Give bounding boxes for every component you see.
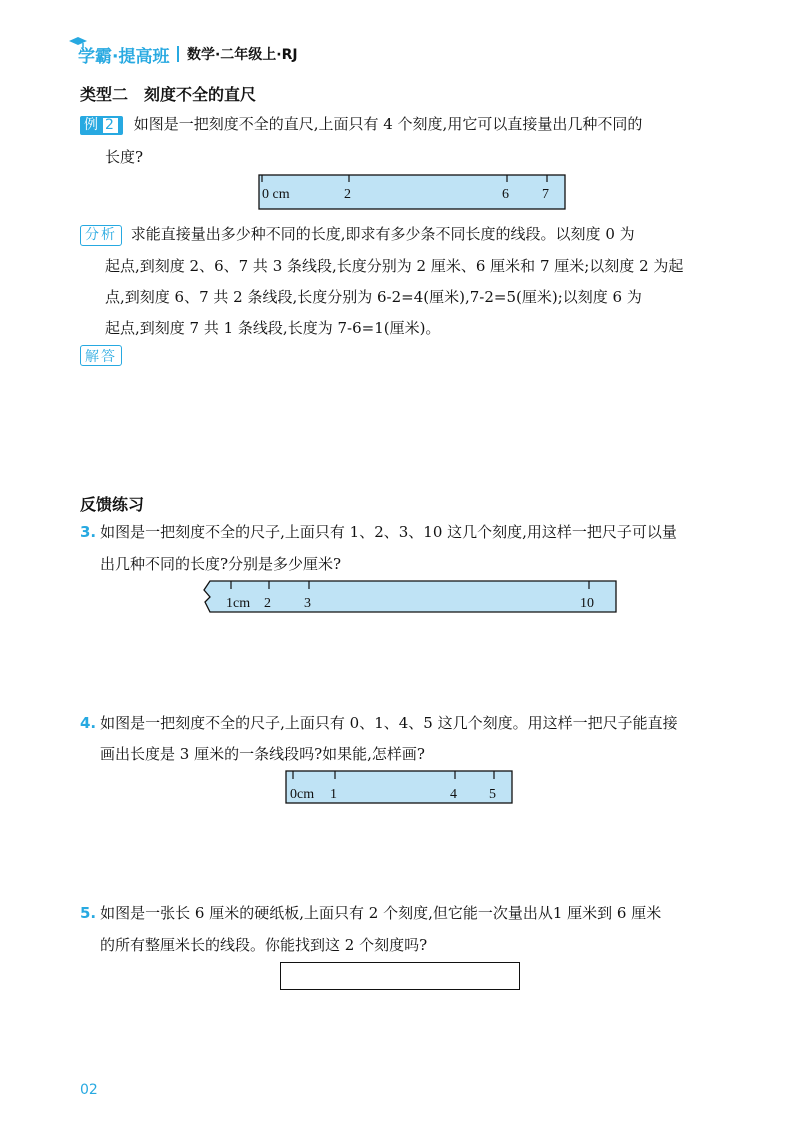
analysis-line: 起点,到刻度 2、6、7 共 3 条线段,长度分别为 2 厘米、6 厘米和 7 厘米;以刻度 2 为起 <box>105 257 684 275</box>
brand-logo <box>78 42 169 67</box>
feedback-title: 反馈练习 <box>80 495 145 514</box>
q5-text: 如图是一张长 6 厘米的硬纸板,上面只有 2 个刻度,但它能一次量出从1 厘米到 6 厘米 <box>100 904 662 922</box>
ruler-label: 5 <box>489 787 496 802</box>
analysis-line: 点,到刻度 6、7 共 2 条线段,长度分别为 6-2=4(厘米),7-2=5(厘米);以刻度 6 为 <box>105 288 642 306</box>
ruler-label: 4 <box>450 787 457 802</box>
ruler-label: 2 <box>264 596 271 611</box>
ruler-label: 1cm <box>226 596 251 611</box>
ruler-label: 10 <box>580 596 594 611</box>
page-number: 02 <box>80 1082 98 1098</box>
q5-number: 5. <box>80 904 97 922</box>
q4-text: 如图是一把刻度不全的尺子,上面只有 0、1、4、5 这几个刻度。用这样一把尺子能直接 <box>100 714 678 732</box>
page-header <box>78 42 298 66</box>
example-question <box>80 108 740 141</box>
q3-line1 <box>80 516 677 549</box>
example-question-line2: 长度? <box>105 148 144 166</box>
q5-line2: 的所有整厘米长的线段。你能找到这 2 个刻度吗? <box>100 936 428 954</box>
q4-line1 <box>80 707 678 740</box>
ruler-label: 7 <box>542 187 549 202</box>
q4-number: 4. <box>80 714 97 732</box>
q3-number: 3. <box>80 523 97 541</box>
ruler-label: 1 <box>330 787 337 802</box>
q3-text: 如图是一把刻度不全的尺子,上面只有 1、2、3、10 这几个刻度,用这样一把尺子可以量 <box>100 523 677 541</box>
analysis-line: 起点,到刻度 7 共 1 条线段,长度为 7-6=1(厘米)。 <box>105 319 441 337</box>
q3-ruler <box>200 580 620 616</box>
answer-row <box>80 345 122 366</box>
example-tag: 例 2 <box>80 116 123 135</box>
q3-line2: 出几种不同的长度?分别是多少厘米? <box>100 555 342 573</box>
header-divider <box>177 46 179 62</box>
ruler-label: 2 <box>344 187 351 202</box>
analysis-line: 求能直接量出多少种不同的长度,即求有多少条不同长度的线段。以刻度 0 为 <box>130 225 635 243</box>
ruler-label: 0 cm <box>262 187 290 202</box>
example-ruler <box>258 174 568 212</box>
ruler-label: 0cm <box>290 787 315 802</box>
cardboard-strip <box>280 962 520 990</box>
example-question-line1: 如图是一把刻度不全的直尺,上面只有 4 个刻度,用它可以直接量出几种不同的 <box>133 115 643 133</box>
ruler-label: 6 <box>502 187 509 202</box>
analysis-tag: 分析 <box>80 225 122 246</box>
answer-tag: 解答 <box>80 345 122 366</box>
example-number: 2 <box>102 117 119 134</box>
analysis-line1-row <box>80 218 750 251</box>
section-title: 类型二 刻度不全的直尺 <box>80 85 257 104</box>
graduation-cap-icon <box>68 36 88 50</box>
q4-line2: 画出长度是 3 厘米的一条线段吗?如果能,怎样画? <box>100 745 425 763</box>
ruler-label: 3 <box>304 596 311 611</box>
q5-line1 <box>80 897 661 930</box>
brand-title: 学霸·提高班 <box>78 46 170 67</box>
header-subtitle: 数学·二年级上·RJ <box>186 47 298 63</box>
q4-ruler <box>285 770 515 806</box>
